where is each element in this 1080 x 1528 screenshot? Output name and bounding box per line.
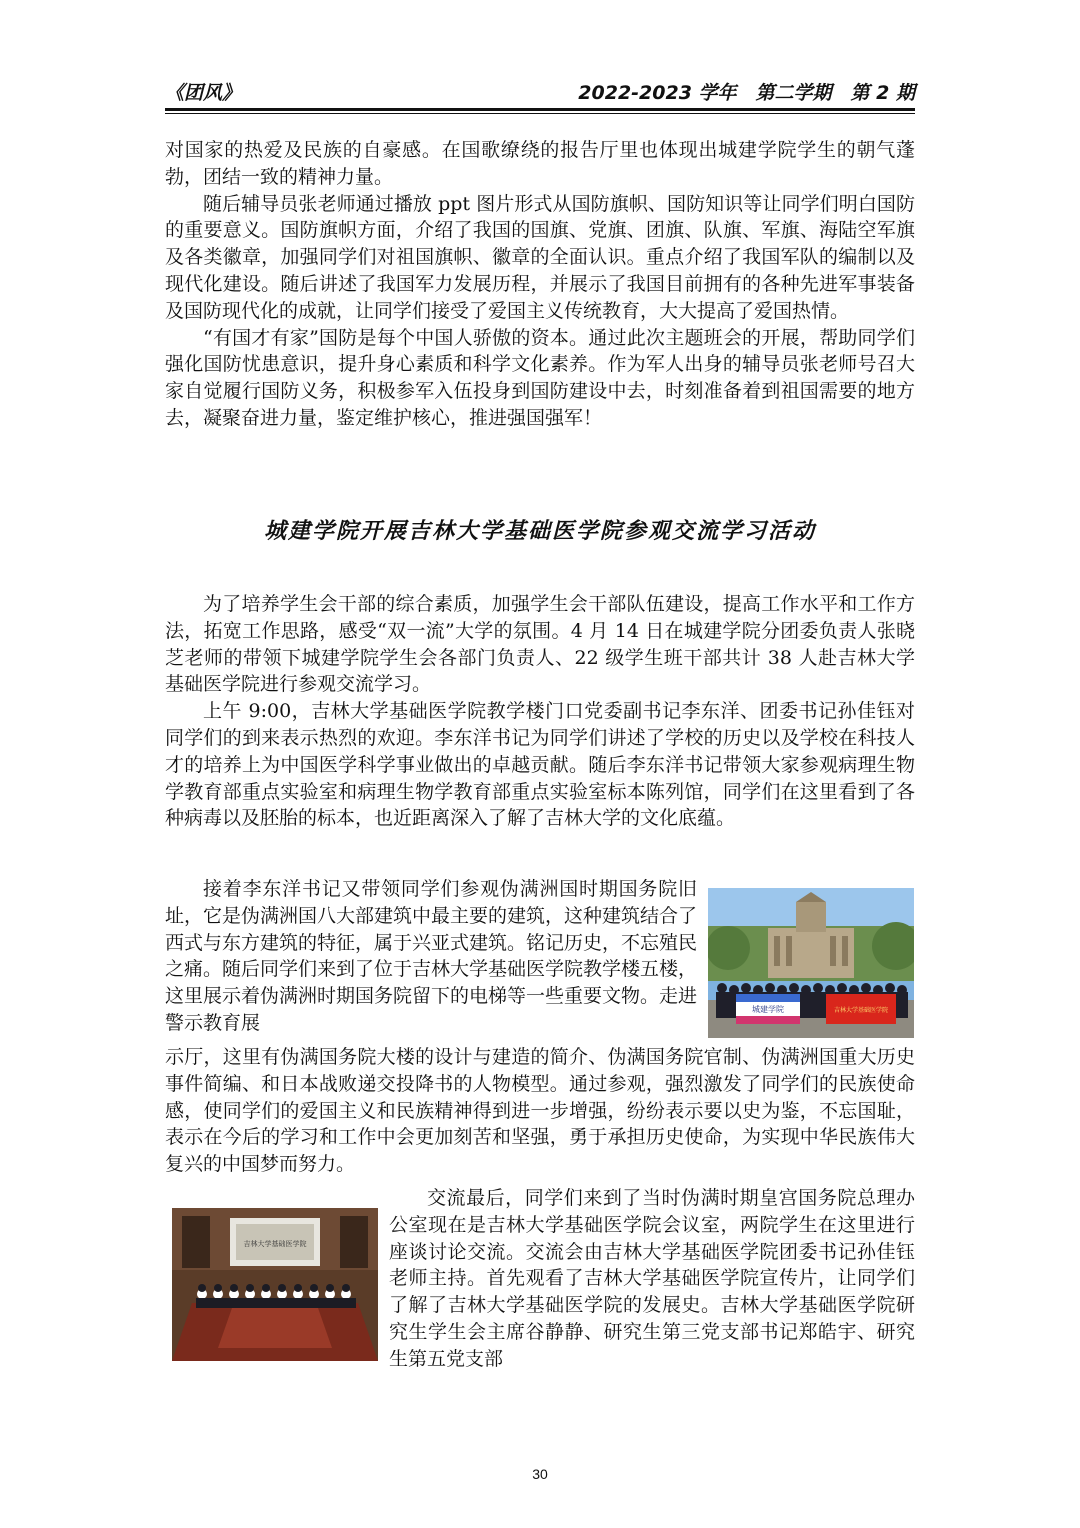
article2-paragraph-4 (389, 1185, 915, 1373)
article2-paragraph-3b-text: 示厅，这里有伪满国务院大楼的设计与建造的简介、伪满国务院官制、伪满洲国重大历史事件简编、和日本战败递交投降书的人物模型。通过参观，强烈激发了同学们的民族使命感，使同学们的爱国主义和民族精神得到进一步增强，纷纷表示要以史为鉴，不忘国耻，表示在今后的学习和工作中会更加刻苦和坚强，勇于承担历史使命，为实现中华民族伟大复兴的中国梦而努力。 (165, 1046, 915, 1176)
issue-info: 2022-2023 学年 第二学期 第 2 期 (578, 82, 915, 104)
journal-name: 《团风》 (165, 82, 242, 104)
group-photo (708, 888, 914, 1038)
article2-paragraph-3a (165, 876, 697, 1037)
group-photo-illustration (708, 888, 914, 1038)
article2-paragraph-3b (165, 1044, 915, 1178)
screen-text: 吉林大学基础医学院 (243, 1240, 307, 1248)
article1-paragraph-2: 随后辅导员张老师通过播放 ppt 图片形式从国防旗帜、国防知识等让同学们明白国防的重要意义。国防旗帜方面，介绍了我国的国旗、党旗、团旗、队旗、军旗、海陆空军旗及各类徽章，加强同学们对祖国旗帜、徽章的全面认识。重点介绍了我国军队的编制以及现代化建设。随后讲述了我国军力发展历程，并展示了我国目前拥有的各种先进军事装备及国防现代化的成就，让同学们接受了爱国主义传统教育，大大提高了爱国热情。 (165, 192, 915, 322)
meeting-photo-illustration (172, 1208, 378, 1361)
article2-paragraph-3a-text: 接着李东洋书记又带领同学们参观伪满洲国时期国务院旧址，它是伪满洲国八大部建筑中最主要的建筑，这种建筑结合了西式与东方建筑的特征，属于兴亚式建筑。铭记历史，不忘殖民之痛。随后同学们来到了位于吉林大学基础医学院教学楼五楼，这里展示着伪满洲时期国务院留下的电梯等一些重要文物。走进警示教育展 (165, 878, 698, 1034)
article2-title: 城建学院开展吉林大学基础医学院参观交流学习活动 (263, 518, 816, 544)
banner-left-text: 城建学院 (752, 1005, 784, 1014)
page-number: 30 (532, 1466, 548, 1482)
banner-right-text: 吉林大学基础医学院 (833, 1007, 889, 1014)
header-rule-thin (165, 113, 915, 114)
article1-body (165, 137, 915, 432)
article2-paragraph-1: 为了培养学生会干部的综合素质，加强学生会干部队伍建设，提高工作水平和工作方法，拓宽工作思路，感受“双一流”大学的氛围。4 月 14 日在城建学院分团委负责人张晓芝老师的带领下城建学院学生会各部门负责人、22 级学生班干部共计 38 人赴吉林大学基础医学院进行参观交流学习。 (165, 593, 915, 696)
article1-paragraph-3: “有国才有家”国防是每个中国人骄傲的资本。通过此次主题班会的开展，帮助同学们强化国防忧患意识，提升身心素质和科学文化素养。作为军人出身的辅导员张老师号召大家自觉履行国防义务，积极参军入伍投身到国防建设中去，时刻准备着到祖国需要的地方去，凝聚奋进力量，鉴定维护核心，推进强国强军！ (165, 326, 915, 429)
meeting-photo (172, 1208, 378, 1361)
article2-paragraph-2: 上午 9:00，吉林大学基础医学院教学楼门口党委副书记李东洋、团委书记孙佳钰对同学们的到来表示热烈的欢迎。李东洋书记为同学们讲述了学校的历史以及学校在科技人才的培养上为中国医学科学事业做出的卓越贡献。随后李东洋书记带领大家参观病理生物学教育部重点实验室和病理生物学教育部重点实验室标本陈列馆，同学们在这里看到了各种病毒以及胚胎的标本，也近距离深入了解了吉林大学的文化底蕴。 (165, 700, 915, 830)
page-header (165, 78, 915, 110)
article2-body-top (165, 591, 915, 832)
article2-paragraph-4-text: 交流最后，同学们来到了当时伪满时期皇宫国务院总理办公室现在是吉林大学基础医学院会议室，两院学生在这里进行座谈讨论交流。交流会由吉林大学基础医学院团委书记孙佳钰老师主持。首先观看了吉林大学基础医学院宣传片，让同学们了解了吉林大学基础医学院的发展史。吉林大学基础医学院研究生学生会主席谷静静、研究生第三党支部书记郑皓宇、研究生第五党支部 (389, 1187, 915, 1370)
header-rule (165, 108, 915, 111)
article1-paragraph-1: 对国家的热爱及民族的自豪感。在国歌缭绕的报告厅里也体现出城建学院学生的朝气蓬勃，团结一致的精神力量。 (165, 139, 915, 188)
